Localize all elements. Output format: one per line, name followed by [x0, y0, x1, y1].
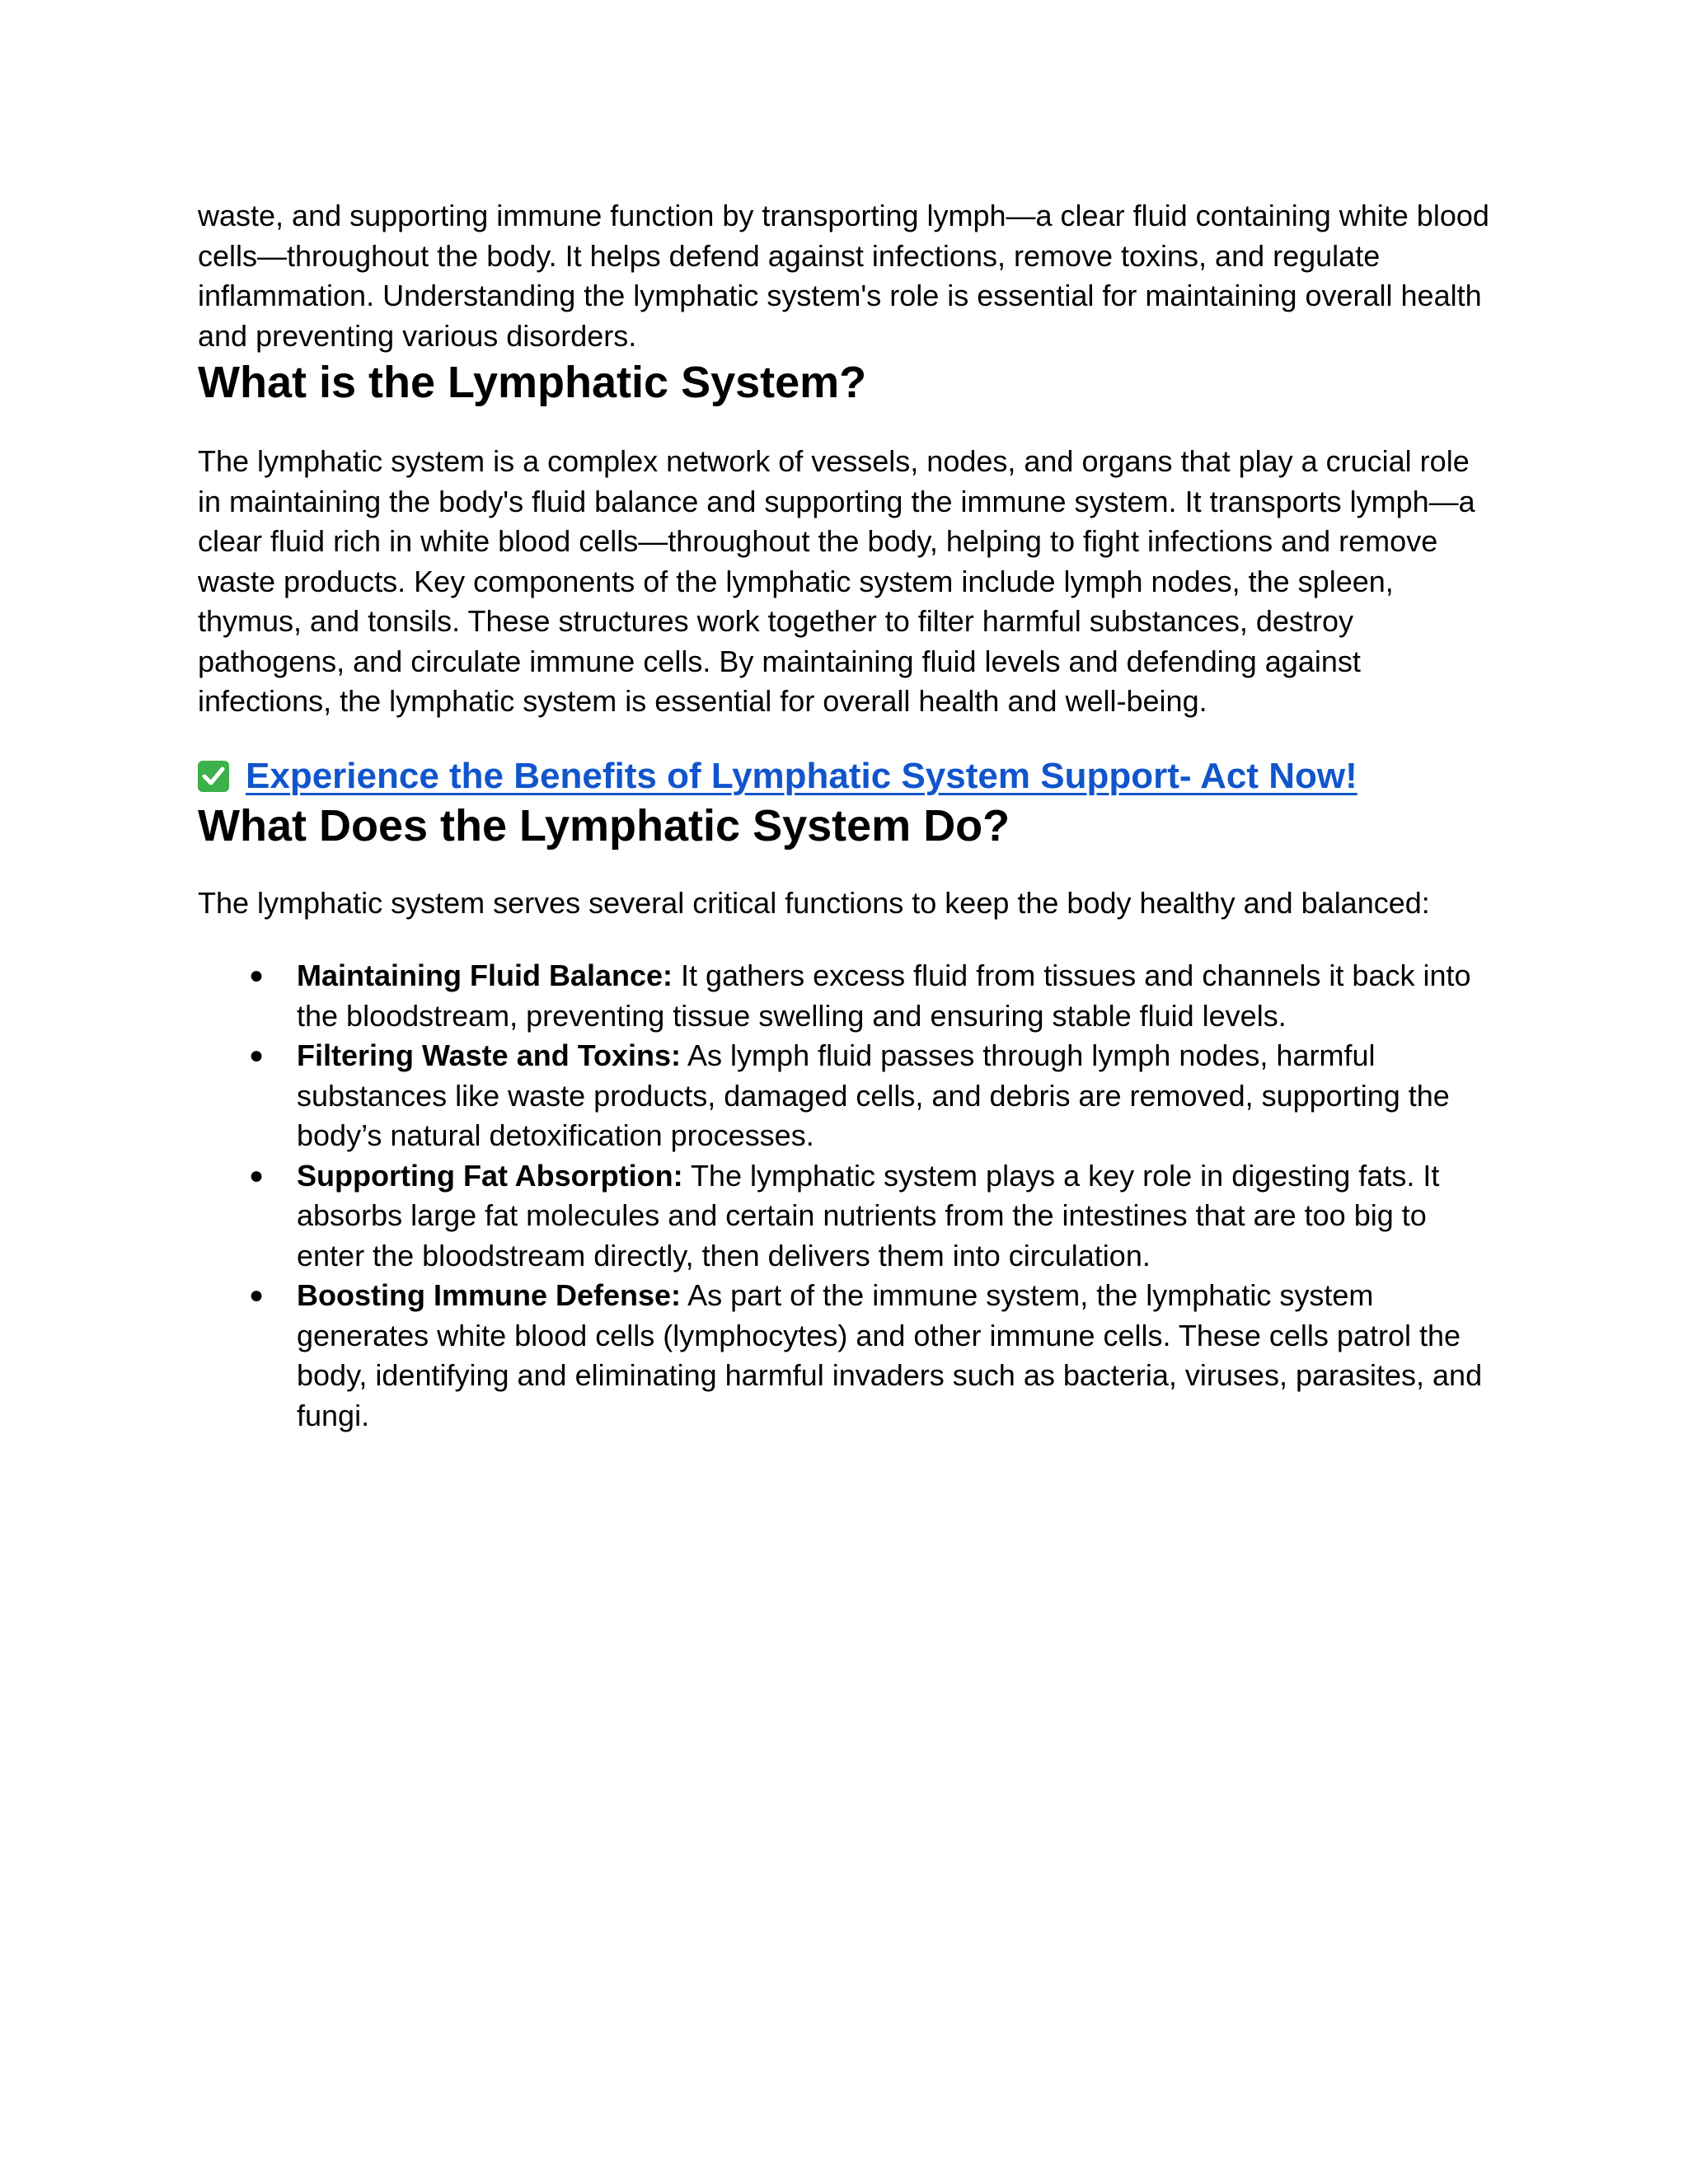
heading-what-does-lymphatic-system-do: What Does the Lymphatic System Do?	[198, 800, 1010, 851]
list-item-term: Maintaining Fluid Balance:	[297, 958, 673, 992]
functions-list	[198, 956, 1500, 1436]
list-item-text: As lymph fluid passes through lymph nodes, harmful substances like waste products, damaged cells, and debris are removed, supporting the body’s natural detoxification processes.	[297, 1038, 1450, 1152]
paragraph-functions-intro: The lymphatic system serves several critical functions to keep the body healthy and balanced:	[198, 885, 1430, 920]
heading-what-is-lymphatic-system: What is the Lymphatic System?	[198, 358, 867, 407]
list-item-term: Supporting Fat Absorption:	[297, 1158, 683, 1193]
list-item	[198, 1276, 1500, 1436]
paragraph-what-is-lymphatic-system: The lymphatic system is a complex network of vessels, nodes, and organs that play a crucial role in maintaining the body's fluid balance and supporting the immune system. It transports lymph—a clear fluid rich in white blood cells—throughout the body, helping to fight infections and remove waste products. Key components of the lymphatic system include lymph nodes, the spleen, thymus, and tonsils. These structures work together to filter harmful substances, destroy pathogens, and circulate immune cells. By maintaining fluid levels and defending against infections, the lymphatic system is essential for overall health and well-being.	[198, 444, 1475, 718]
bullet-icon: ●	[249, 1282, 265, 1309]
list-item-text: The lymphatic system plays a key role in digesting fats. It absorbs large fat molecules and certain nutrients from the intestines that are too big to enter the bloodstream directly, then delivers them into circulation.	[297, 1158, 1440, 1272]
list-item-text: It gathers excess fluid from tissues and channels it back into the bloodstream, preventing tissue swelling and ensuring stable fluid levels.	[297, 958, 1471, 1033]
bullet-icon: ●	[249, 1161, 265, 1189]
check-mark-button-icon	[198, 761, 229, 792]
list-item-term: Boosting Immune Defense:	[297, 1278, 682, 1312]
list-item-text: As part of the immune system, the lymphatic system generates white blood cells (lymphocytes) and other immune cells. These cells patrol the body, identifying and eliminating harmful invaders such as bacteria, viruses, parasites, and fungi.	[297, 1278, 1483, 1432]
bullet-icon: ●	[249, 962, 265, 989]
bullet-icon: ●	[249, 1042, 265, 1069]
cta-link[interactable]: Experience the Benefits of Lymphatic System Support- Act Now!	[246, 755, 1357, 796]
list-item-term: Filtering Waste and Toxins:	[297, 1038, 682, 1072]
list-item	[198, 956, 1500, 1036]
intro-paragraph: waste, and supporting immune function by transporting lymph—a clear fluid containing white blood cells—throughout the body. It helps defend against infections, remove toxins, and regulate inflammation. Understanding the lymphatic system's role is essential for maintaining overall health and preventing various disorders.	[198, 199, 1489, 353]
list-item	[198, 1036, 1500, 1156]
document-page	[198, 196, 1500, 1436]
list-item	[198, 1156, 1500, 1277]
cta-line	[198, 753, 1500, 799]
